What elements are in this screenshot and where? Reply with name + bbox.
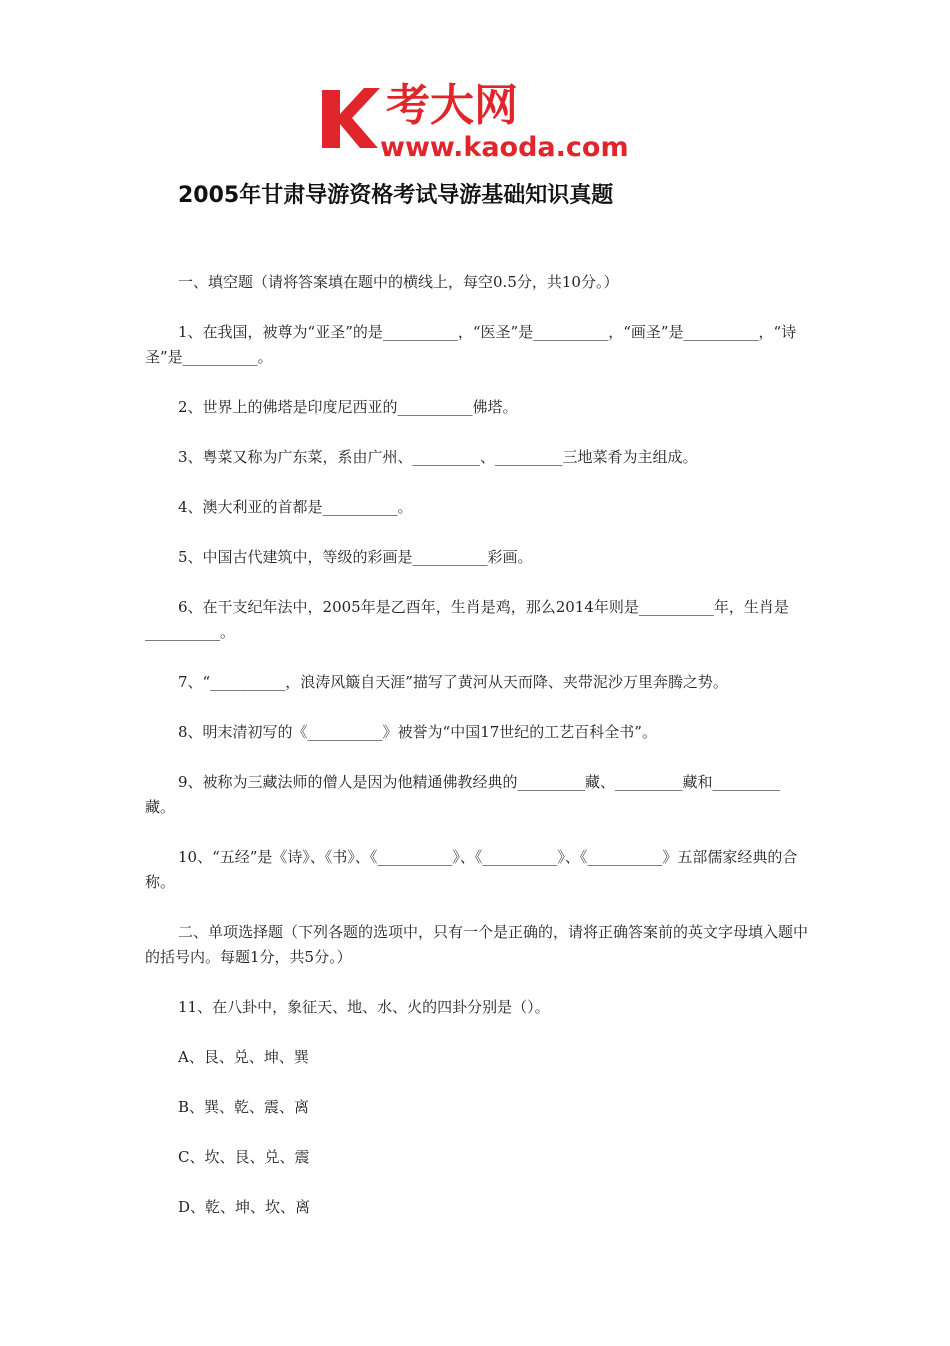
question-8: 8、明末清初写的《__________》被誉为“中国17世纪的工艺百科全书”。 [178, 723, 657, 741]
question-6: 6、在干支纪年法中，2005年是乙酉年，生肖是鸡，那么2014年则是__________年，生肖是__________。 [145, 598, 789, 641]
question-11: 11、在八卦中，象征天、地、水、火的四卦分别是（）。 [178, 998, 550, 1016]
question-1: 1、在我国，被尊为“亚圣”的是__________，“医圣”是__________，“画圣”是__________，“诗圣”是__________。 [145, 323, 797, 366]
page-title: 2005年甘肃导游资格考试导游基础知识真题 [178, 183, 614, 208]
section-heading-single-choice: 二、单项选择题（下列各题的选项中，只有一个是正确的，请将正确答案前的英文字母填入题中的括号内。每题1分，共5分。） [145, 923, 809, 966]
question-5: 5、中国古代建筑中，等级的彩画是__________彩画。 [178, 548, 533, 566]
kaoda-logo-image [318, 78, 640, 162]
question-9: 9、被称为三藏法师的僧人是因为他精通佛教经典的_________藏、_________藏和_________藏。 [145, 773, 781, 816]
kaoda-logo [318, 78, 640, 162]
option-b: B、巽、乾、震、离 [178, 1098, 310, 1116]
option-c: C、坎、艮、兑、震 [178, 1148, 310, 1166]
document-body [145, 270, 809, 1220]
option-d: D、乾、坤、坎、离 [178, 1198, 311, 1216]
question-4: 4、澳大利亚的首都是__________。 [178, 498, 413, 516]
logo-k-mark [322, 88, 380, 148]
section-heading-fill-blank: 一、填空题（请将答案填在题中的横线上，每空0.5分，共10分。） [178, 273, 619, 291]
question-10: 10、“五经”是《诗》、《书》、《__________》、《__________》、《__________》五部儒家经典的合称。 [145, 848, 798, 891]
question-7: 7、“__________，浪涛风簸自天涯”描写了黄河从天而降、夹带泥沙万里奔腾之势。 [178, 673, 728, 691]
question-3: 3、粤菜又称为广东菜，系由广州、_________、_________三地菜肴为主组成。 [178, 448, 698, 466]
option-a: A、艮、兑、坤、巽 [178, 1048, 309, 1066]
logo-url-text: www.kaoda.com [380, 132, 629, 162]
logo-brand-text: 考大网 [386, 80, 518, 131]
question-2: 2、世界上的佛塔是印度尼西亚的__________佛塔。 [178, 398, 518, 416]
